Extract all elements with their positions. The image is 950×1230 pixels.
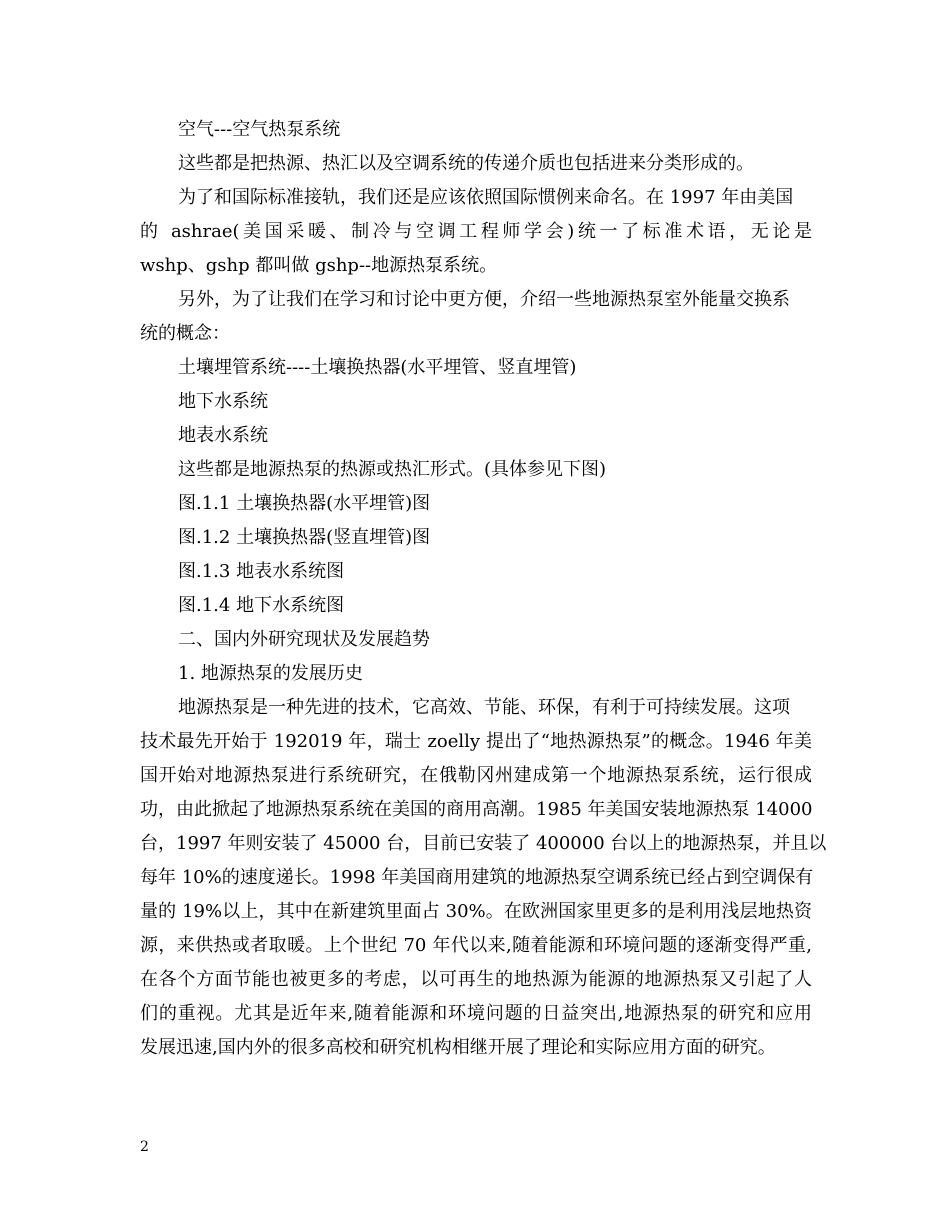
text-line: wshp、gshp 都叫做 gshp--地源热泵系统。 xyxy=(140,255,498,276)
figure-caption: 图.1.1 土壤换热器(水平埋管)图 xyxy=(178,493,431,514)
text-line: 功，由此掀起了地源热泵系统在美国的商用高潮。1985 年美国安装地源热泵 14000 xyxy=(140,799,813,820)
text-line: 每年 10%的速度递长。1998 年美国商用建筑的地源热泵空调系统已经占到空调保有 xyxy=(140,867,814,888)
text-line: 地下水系统 xyxy=(178,391,268,412)
text-line: 发展迅速,国内外的很多高校和研究机构相继开展了理论和实际应用方面的研究。 xyxy=(140,1037,776,1058)
page-number: 2 xyxy=(140,1139,149,1155)
section-heading: 二、国内外研究现状及发展趋势 xyxy=(178,629,430,650)
text-line: 这些都是把热源、热汇以及空调系统的传递介质也包括进来分类形成的。 xyxy=(178,153,754,174)
text-line: 统的概念： xyxy=(140,323,230,344)
text-line: 为了和国际标准接轨，我们还是应该依照国际惯例来命名。在 1997 年由美国 xyxy=(178,187,794,208)
text-line: 另外，为了让我们在学习和讨论中更方便，介绍一些地源热泵室外能量交换系 xyxy=(178,289,790,310)
text-line: 空气---空气热泵系统 xyxy=(178,119,341,140)
text-line: 在各个方面节能也被更多的考虑，以可再生的地热源为能源的地源热泵又引起了人 xyxy=(140,969,812,990)
text-line: 这些都是地源热泵的热源或热汇形式。(具体参见下图) xyxy=(178,459,607,480)
text-line: 技术最先开始于 192019 年，瑞士 zoelly 提出了“地热源热泵”的概念。1946 年美 xyxy=(140,731,812,752)
text-line: 地源热泵是一种先进的技术，它高效、节能、环保，有利于可持续发展。这项 xyxy=(178,697,790,718)
text-line: 土壤埋管系统----土壤换热器(水平埋管、竖直埋管) xyxy=(178,357,577,378)
text-line: 源，来供热或者取暖。上个世纪 70 年代以来,随着能源和环境问题的逐渐变得严重, xyxy=(140,935,812,956)
text-line: 们的重视。尤其是近年来,随着能源和环境问题的日益突出,地源热泵的研究和应用 xyxy=(140,1003,812,1024)
text-line: 国开始对地源热泵进行系统研究，在俄勒冈州建成第一个地源热泵系统，运行很成 xyxy=(140,765,812,786)
figure-caption: 图.1.2 土壤换热器(竖直埋管)图 xyxy=(178,527,431,548)
subsection-heading: 1. 地源热泵的发展历史 xyxy=(178,663,363,684)
text-line: 的 ashrae(美国采暖、制冷与空调工程师学会)统一了标准术语，无论是 xyxy=(140,221,812,242)
text-line: 量的 19%以上，其中在新建筑里面占 30%。在欧洲国家里更多的是利用浅层地热资 xyxy=(140,901,812,922)
figure-caption: 图.1.4 地下水系统图 xyxy=(178,595,345,616)
text-line: 台，1997 年则安装了 45000 台，目前已安装了 400000 台以上的地源热泵，并且以 xyxy=(140,833,827,854)
text-line: 地表水系统 xyxy=(178,425,268,446)
figure-caption: 图.1.3 地表水系统图 xyxy=(178,561,345,582)
